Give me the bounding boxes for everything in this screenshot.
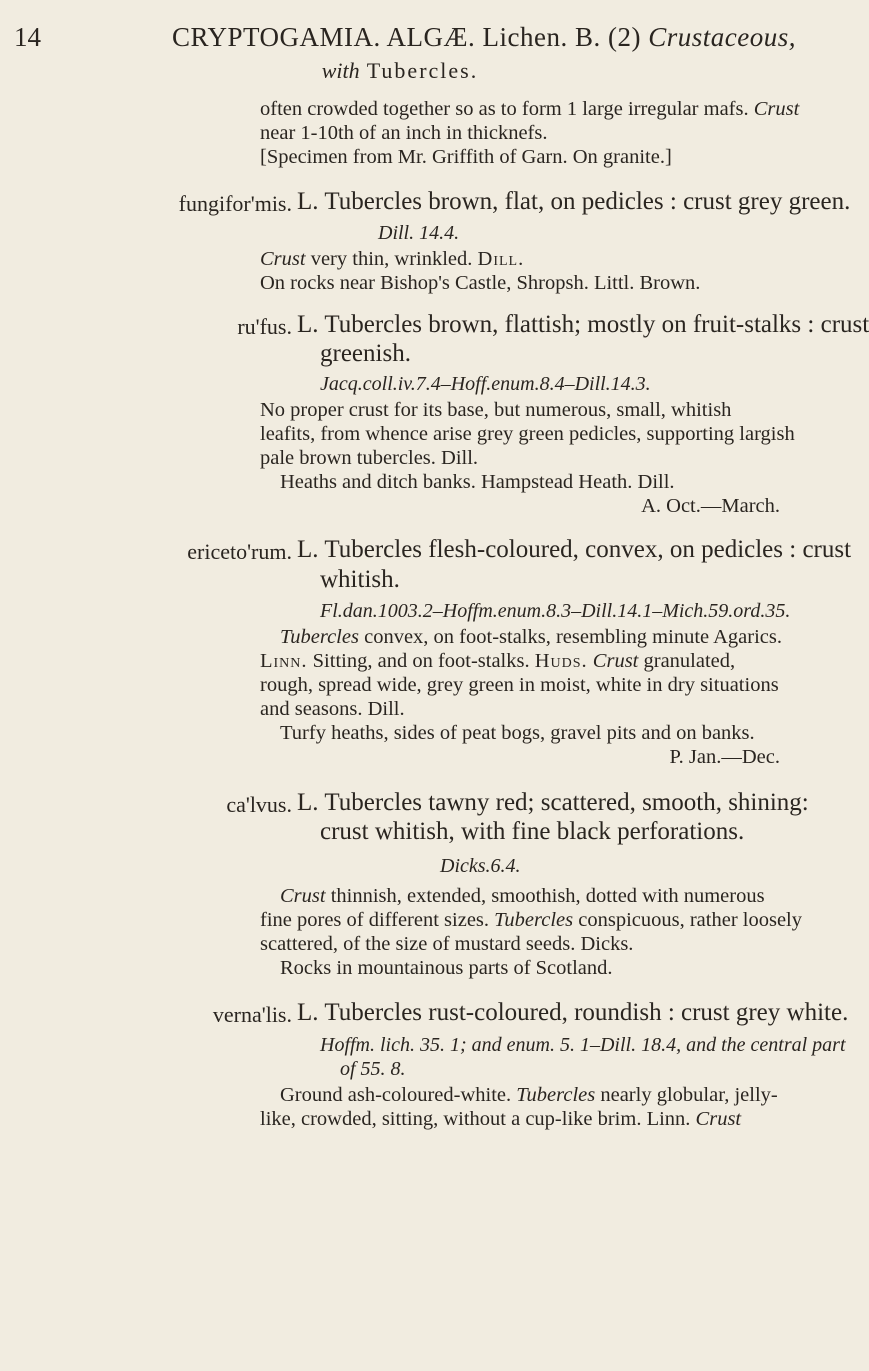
diagnosis-line: L. Tubercles tawny red; scattered, smooth, shining: [297,789,809,816]
diagnosis-line: greenish. [320,340,411,367]
diagnosis-line: L. Tubercles rust-coloured, roundish : crust grey white. [297,999,849,1026]
page-number: 14 [14,22,41,52]
running-subtitle [0,58,800,84]
description-line: Tubercles convex, on foot-stalks, resembling minute Agarics. [280,626,782,648]
continuation-line: [Specimen from Mr. Griffith of Garn. On granite.] [260,146,672,168]
running-title-main: CRYPTOGAMIA. ALGÆ. Lichen. B. (2) [172,22,642,52]
page-header [0,22,800,52]
diagnosis-line: L. Tubercles brown, flat, on pedicles : crust grey green. [297,188,851,215]
species-name: ca'lvus. [226,792,292,817]
description-line: and seasons. Dill. [260,698,405,720]
description-line: Linn. Sitting, and on foot-stalks. Huds. Crust granulated, [260,650,736,672]
reference-line: Dicks.6.4. [440,855,521,877]
season-line: A. Oct.—March. [641,495,780,517]
diagnosis-line: crust whitish, with fine black perforations. [320,818,745,845]
reference-line: of 55. 8. [340,1058,406,1080]
description-line: fine pores of different sizes. Tubercles conspicuous, rather loosely [260,909,802,931]
season-line: P. Jan.—Dec. [669,746,780,768]
running-title [172,22,796,53]
reference-line: Hoffm. lich. 35. 1; and enum. 5. 1–Dill. 18.4, and the central part [320,1034,846,1056]
subtitle-caps: Tubercles. [366,58,479,83]
description-line: pale brown tubercles. Dill. [260,447,479,469]
description-line: No proper crust for its base, but numerous, small, whitish [260,399,732,421]
reference-line: Dill. 14.4. [378,222,460,244]
habitat-line: Heaths and ditch banks. Hampstead Heath. Dill. [280,471,675,493]
diagnosis-line: L. Tubercles brown, flattish; mostly on fruit-stalks : crust [297,311,869,338]
habitat-line: On rocks near Bishop's Castle, Shropsh. Littl. Brown. [260,272,701,294]
description-line: Crust thinnish, extended, smoothish, dotted with numerous [280,885,765,907]
species-name: ericeto'rum. [187,539,292,564]
diagnosis-line: whitish. [320,566,400,593]
species-name: fungifor'mis. [178,191,292,216]
description-line: Crust very thin, wrinkled. Dill. [260,248,525,270]
description-line: rough, spread wide, grey green in moist, white in dry situations [260,674,779,696]
habitat-line: Turfy heaths, sides of peat bogs, gravel pits and on banks. [280,722,755,744]
description-line: Ground ash-coloured-white. Tubercles nearly globular, jelly- [280,1084,778,1106]
description-line: leafits, from whence arise grey green pedicles, supporting largish [260,423,795,445]
continuation-line: often crowded together so as to form 1 large irregular mafs. Crust [260,98,800,120]
habitat-line: Rocks in mountainous parts of Scotland. [280,957,613,979]
species-name: verna'lis. [212,1002,292,1027]
running-title-italic: Crustaceous, [648,22,797,52]
reference-line: Jacq.coll.iv.7.4–Hoff.enum.8.4–Dill.14.3. [320,373,651,395]
description-line: like, crowded, sitting, without a cup-like brim. Linn. Crust [260,1108,742,1130]
subtitle-italic: with [321,58,360,83]
species-name: ru'fus. [237,314,292,339]
reference-line: Fl.dan.1003.2–Hoffm.enum.8.3–Dill.14.1–Mich.59.ord.35. [320,600,791,622]
description-line: scattered, of the size of mustard seeds. Dicks. [260,933,634,955]
diagnosis-line: L. Tubercles flesh-coloured, convex, on pedicles : crust [297,536,852,563]
continuation-line: near 1-10th of an inch in thicknefs. [260,122,548,144]
